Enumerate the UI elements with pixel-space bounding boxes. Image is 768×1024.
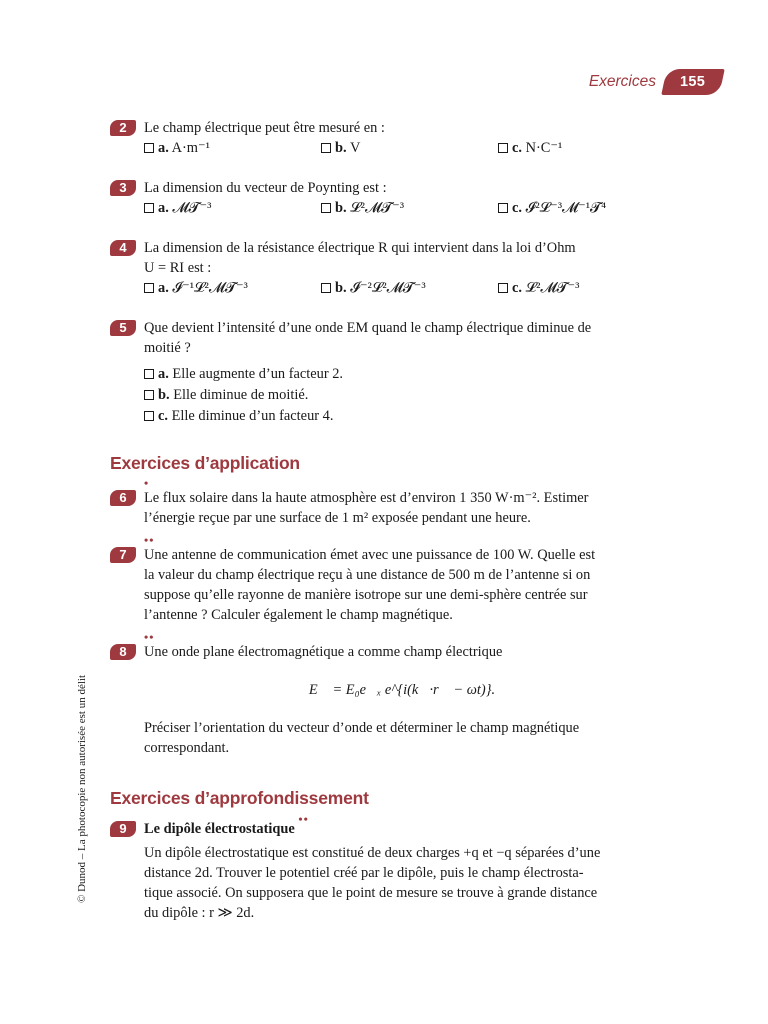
option-c[interactable]: c. Elle diminue d’un facteur 4. xyxy=(144,406,660,426)
exercise-8 xyxy=(110,630,660,758)
checkbox-icon xyxy=(144,143,154,153)
question-text-line-1: Que devient l’intensité d’une onde EM quand le champ électrique diminue de xyxy=(144,320,592,336)
header-title: Exercices xyxy=(588,73,656,90)
exercise-number: 9 xyxy=(110,821,136,837)
difficulty-dots: •• xyxy=(298,812,309,826)
option-c[interactable]: c. 𝓘²𝓛⁻³𝓜⁻¹𝓣⁴ xyxy=(498,198,606,218)
exercise-6 xyxy=(110,476,660,528)
exercise-text-line-4: du dipôle : r ≫ 2d. xyxy=(144,905,255,921)
options xyxy=(144,138,660,158)
option-a[interactable]: a. 𝓜𝓣⁻³ xyxy=(144,198,321,218)
exercise-text-line-2: Préciser l’orientation du vecteur d’onde et déterminer le champ magnétique xyxy=(144,720,580,736)
exercise-title: Le dipôle électrostatique xyxy=(144,821,295,837)
exercise-title-wrap xyxy=(144,812,309,839)
option-a[interactable]: a. Elle augmente d’un facteur 2. xyxy=(144,364,660,384)
option-a[interactable]: a. 𝓘⁻¹𝓛²𝓜𝓣⁻³ xyxy=(144,278,321,298)
page-number-badge xyxy=(661,69,725,95)
exercise-text-line-4: l’antenne ? Calculer également le champ magnétique. xyxy=(144,607,453,623)
option-b[interactable]: b. V xyxy=(321,138,498,158)
option-b[interactable]: b. 𝓛²𝓜𝓣⁻³ xyxy=(321,198,498,218)
question-text-line-2: U = RI est : xyxy=(144,260,212,276)
checkbox-icon xyxy=(498,143,508,153)
question-number: 4 xyxy=(110,240,136,256)
question-number: 3 xyxy=(110,180,136,196)
question-text: La dimension du vecteur de Poynting est : xyxy=(144,180,387,196)
exercise-number: 8 xyxy=(110,644,136,660)
option-b[interactable]: b. Elle diminue de moitié. xyxy=(144,385,660,405)
exercise-text-line-2: l’énergie reçue par une surface de 1 m² exposée pendant une heure. xyxy=(144,510,531,526)
question-number: 2 xyxy=(110,120,136,136)
options xyxy=(144,198,660,218)
checkbox-icon xyxy=(144,411,154,421)
checkbox-icon xyxy=(321,143,331,153)
option-a[interactable]: a. A·m⁻¹ xyxy=(144,138,321,158)
exercise-7 xyxy=(110,533,660,625)
option-b[interactable]: b. 𝓘⁻²𝓛²𝓜𝓣⁻³ xyxy=(321,278,498,298)
options xyxy=(144,364,660,426)
copyright-sidebar xyxy=(72,658,92,920)
page-header xyxy=(589,66,722,98)
exercise-text-line-3: correspondant. xyxy=(144,740,230,756)
option-c[interactable]: c. 𝓛²𝓜𝓣⁻³ xyxy=(498,278,579,298)
question-3 xyxy=(110,178,660,218)
difficulty-dots: •• xyxy=(144,533,155,547)
exercise-text-line-3: suppose qu’elle rayonne de manière isotrope sur une demi-sphère centrée sur xyxy=(144,587,588,603)
option-c[interactable]: c. N·C⁻¹ xyxy=(498,138,562,158)
checkbox-icon xyxy=(498,283,508,293)
question-4 xyxy=(110,238,660,298)
checkbox-icon xyxy=(321,203,331,213)
question-number: 5 xyxy=(110,320,136,336)
exercise-text-line-2: la valeur du champ électrique reçu à une distance de 500 m de l’antenne si on xyxy=(144,567,591,583)
checkbox-icon xyxy=(144,203,154,213)
exercise-9 xyxy=(110,812,660,923)
section-title-application: Exercices d’application xyxy=(110,453,300,473)
checkbox-icon xyxy=(321,283,331,293)
options xyxy=(144,278,660,298)
question-text-line-2: moitié ? xyxy=(144,340,191,356)
page-number: 155 xyxy=(680,74,706,90)
exercise-text-line-3: tique associé. On supposera que le point de mesure se trouve à grande distance xyxy=(144,885,598,901)
checkbox-icon xyxy=(144,369,154,379)
checkbox-icon xyxy=(144,390,154,400)
question-5 xyxy=(110,318,660,426)
question-text: Le champ électrique peut être mesuré en : xyxy=(144,120,385,136)
exercise-text-line-2: distance 2d. Trouver le potentiel créé par le dipôle, puis le champ électrosta- xyxy=(144,865,584,881)
question-2 xyxy=(110,118,660,158)
question-text-line-1: La dimension de la résistance électrique R qui intervient dans la loi d’Ohm xyxy=(144,240,576,256)
difficulty-dots: •• xyxy=(144,630,155,644)
exercise-number: 6 xyxy=(110,490,136,506)
equation-electric-field: E⃗ = E₀e⃗ₓ e^{i(k⃗·r⃗ − ωt)}. xyxy=(308,682,496,698)
exercise-text-line-1: Un dipôle électrostatique est constitué de deux charges +q et −q séparées d’une xyxy=(144,845,601,861)
copyright-note: © Dunod – La photocopie non autorisée est un délit xyxy=(76,674,88,904)
checkbox-icon xyxy=(498,203,508,213)
checkbox-icon xyxy=(144,283,154,293)
section-title-approfondissement: Exercices d’approfondissement xyxy=(110,788,369,808)
exercise-number: 7 xyxy=(110,547,136,563)
page-content xyxy=(110,118,660,923)
exercise-text-line-1: Une onde plane électromagnétique a comme champ électrique xyxy=(144,644,503,660)
exercise-text-line-1: Une antenne de communication émet avec une puissance de 100 W. Quelle est xyxy=(144,547,596,563)
exercise-text-line-1: Le flux solaire dans la haute atmosphère est d’environ 1 350 W·m⁻². Estimer xyxy=(144,490,589,506)
difficulty-dots: • xyxy=(144,476,150,490)
